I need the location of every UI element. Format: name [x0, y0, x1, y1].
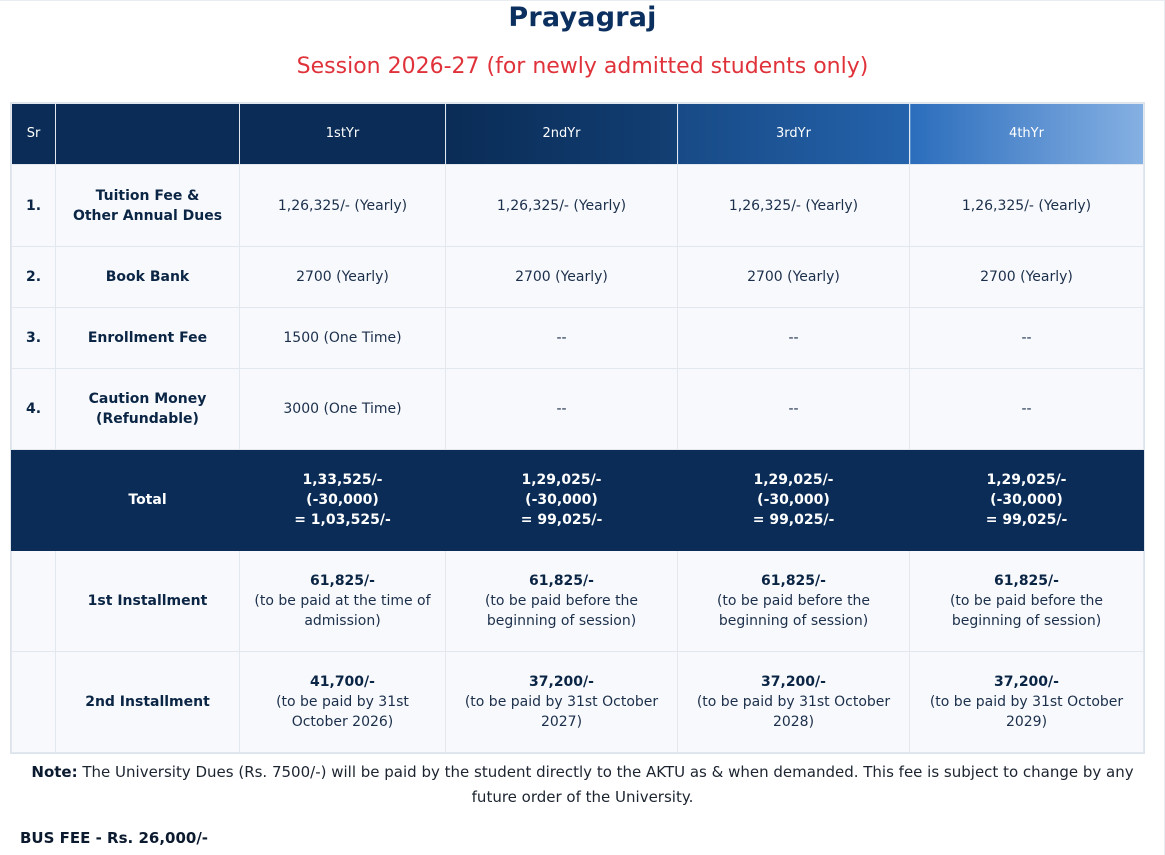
row-item-book-bank: Book Bank: [56, 247, 240, 308]
cell-inst1-year-3: [678, 551, 910, 652]
installment-amount: 61,825/-: [310, 573, 375, 589]
cell-year-4: 2700 (Yearly): [910, 247, 1144, 308]
total-line: (-30,000): [306, 492, 379, 508]
table-row-installment-1: [12, 551, 1144, 652]
table-row-total: [12, 450, 1144, 551]
installment-note: 2029): [1005, 714, 1048, 730]
cell-year-3: --: [678, 308, 910, 369]
installment-note: (to be paid by 31st October: [696, 694, 891, 710]
table-row-book-bank: [12, 247, 1144, 308]
total-line: 1,29,025/-: [753, 472, 834, 488]
installment-note: beginning of session): [486, 613, 637, 629]
cell-year-2: --: [446, 369, 678, 450]
total-line: 1,29,025/-: [521, 472, 602, 488]
university-dues-note: [16, 760, 1149, 810]
header-year-1: 1stYr: [240, 104, 446, 165]
row-sr-empty: [12, 652, 56, 753]
installment-note: October 2026): [291, 714, 394, 730]
cell-year-2: 1,26,325/- (Yearly): [446, 165, 678, 247]
top-divider: [0, 0, 1165, 1]
cell-year-1: 1,26,325/- (Yearly): [240, 165, 446, 247]
installment-amount: 61,825/-: [761, 573, 826, 589]
cell-year-3: --: [678, 369, 910, 450]
total-line: = 99,025/-: [985, 512, 1068, 528]
total-line: = 1,03,525/-: [294, 512, 391, 528]
cell-inst2-year-3: [678, 652, 910, 753]
total-line: (-30,000): [990, 492, 1063, 508]
table-row-tuition: [12, 165, 1144, 247]
cell-year-1: 3000 (One Time): [240, 369, 446, 450]
installment-note: (to be paid by 31st: [276, 694, 409, 710]
installment-note: (to be paid before the: [949, 593, 1104, 609]
total-line: (-30,000): [757, 492, 830, 508]
cell-inst2-year-2: [446, 652, 678, 753]
total-line: = 99,025/-: [752, 512, 835, 528]
note-text: The University Dues (Rs. 7500/-) will be paid by the student directly to the AKTU as & when demanded. This fee is subject to change by any future order of the University.: [82, 763, 1134, 806]
installment-note: admission): [304, 613, 381, 629]
row-item-enrollment: Enrollment Fee: [56, 308, 240, 369]
cell-year-3: 1,26,325/- (Yearly): [678, 165, 910, 247]
cell-total-year-1: [240, 450, 446, 551]
table-row-caution-money: [12, 369, 1144, 450]
row-item-caution-money: [56, 369, 240, 450]
cell-year-4: 1,26,325/- (Yearly): [910, 165, 1144, 247]
installment-note: 2028): [772, 714, 815, 730]
cell-total-year-2: [446, 450, 678, 551]
total-line: 1,29,025/-: [986, 472, 1067, 488]
row-item-installment-2: 2nd Installment: [56, 652, 240, 753]
installment-note: (to be paid before the: [716, 593, 871, 609]
cell-year-3: 2700 (Yearly): [678, 247, 910, 308]
row-sr: 3.: [12, 308, 56, 369]
total-line: = 99,025/-: [520, 512, 603, 528]
row-sr-empty: [12, 450, 56, 551]
page-title: Prayagraj: [508, 2, 657, 33]
session-subtitle: Session 2026-27 (for newly admitted students only): [296, 54, 869, 79]
row-sr: 4.: [12, 369, 56, 450]
installment-amount: 61,825/-: [994, 573, 1059, 589]
row-item-total: Total: [56, 450, 240, 551]
cell-inst1-year-2: [446, 551, 678, 652]
installment-note: beginning of session): [951, 613, 1102, 629]
installment-amount: 41,700/-: [310, 674, 375, 690]
cell-inst2-year-4: [910, 652, 1144, 753]
header-year-3: 3rdYr: [678, 104, 910, 165]
table-row-installment-2: [12, 652, 1144, 753]
header-year-4: 4thYr: [910, 104, 1144, 165]
cell-total-year-3: [678, 450, 910, 551]
cell-year-4: --: [910, 308, 1144, 369]
cell-total-year-4: [910, 450, 1144, 551]
row-sr-empty: [12, 551, 56, 652]
note-label: Note:: [31, 763, 78, 781]
installment-note: (to be paid before the: [484, 593, 639, 609]
header-sr: Sr: [12, 104, 56, 165]
table-header-row: [12, 104, 1144, 165]
installment-amount: 37,200/-: [761, 674, 826, 690]
total-line: 1,33,525/-: [302, 472, 383, 488]
cell-inst1-year-4: [910, 551, 1144, 652]
cell-year-1: 1500 (One Time): [240, 308, 446, 369]
row-item-tuition: [56, 165, 240, 247]
cell-inst2-year-1: [240, 652, 446, 753]
fee-table: [11, 103, 1144, 753]
cell-year-2: 2700 (Yearly): [446, 247, 678, 308]
installment-amount: 61,825/-: [529, 573, 594, 589]
item-line: Other Annual Dues: [72, 207, 223, 224]
item-line: (Refundable): [96, 411, 199, 427]
cell-year-1: 2700 (Yearly): [240, 247, 446, 308]
installment-note: beginning of session): [718, 613, 869, 629]
row-sr: 2.: [12, 247, 56, 308]
bus-fee: BUS FEE - Rs. 26,000/-: [20, 829, 209, 847]
installment-amount: 37,200/-: [529, 674, 594, 690]
installment-note: (to be paid by 31st October: [464, 694, 659, 710]
row-item-installment-1: 1st Installment: [56, 551, 240, 652]
item-line: Tuition Fee &: [95, 187, 200, 204]
row-sr: 1.: [12, 165, 56, 247]
installment-note: 2027): [540, 714, 583, 730]
table-row-enrollment: [12, 308, 1144, 369]
cell-year-4: --: [910, 369, 1144, 450]
cell-year-2: --: [446, 308, 678, 369]
header-year-2: 2ndYr: [446, 104, 678, 165]
installment-amount: 37,200/-: [994, 674, 1059, 690]
installment-note: (to be paid by 31st October: [929, 694, 1124, 710]
cell-inst1-year-1: [240, 551, 446, 652]
item-line: Caution Money: [88, 391, 207, 407]
header-item: [56, 104, 240, 165]
installment-note: (to be paid at the time of: [254, 593, 431, 609]
total-line: (-30,000): [525, 492, 598, 508]
